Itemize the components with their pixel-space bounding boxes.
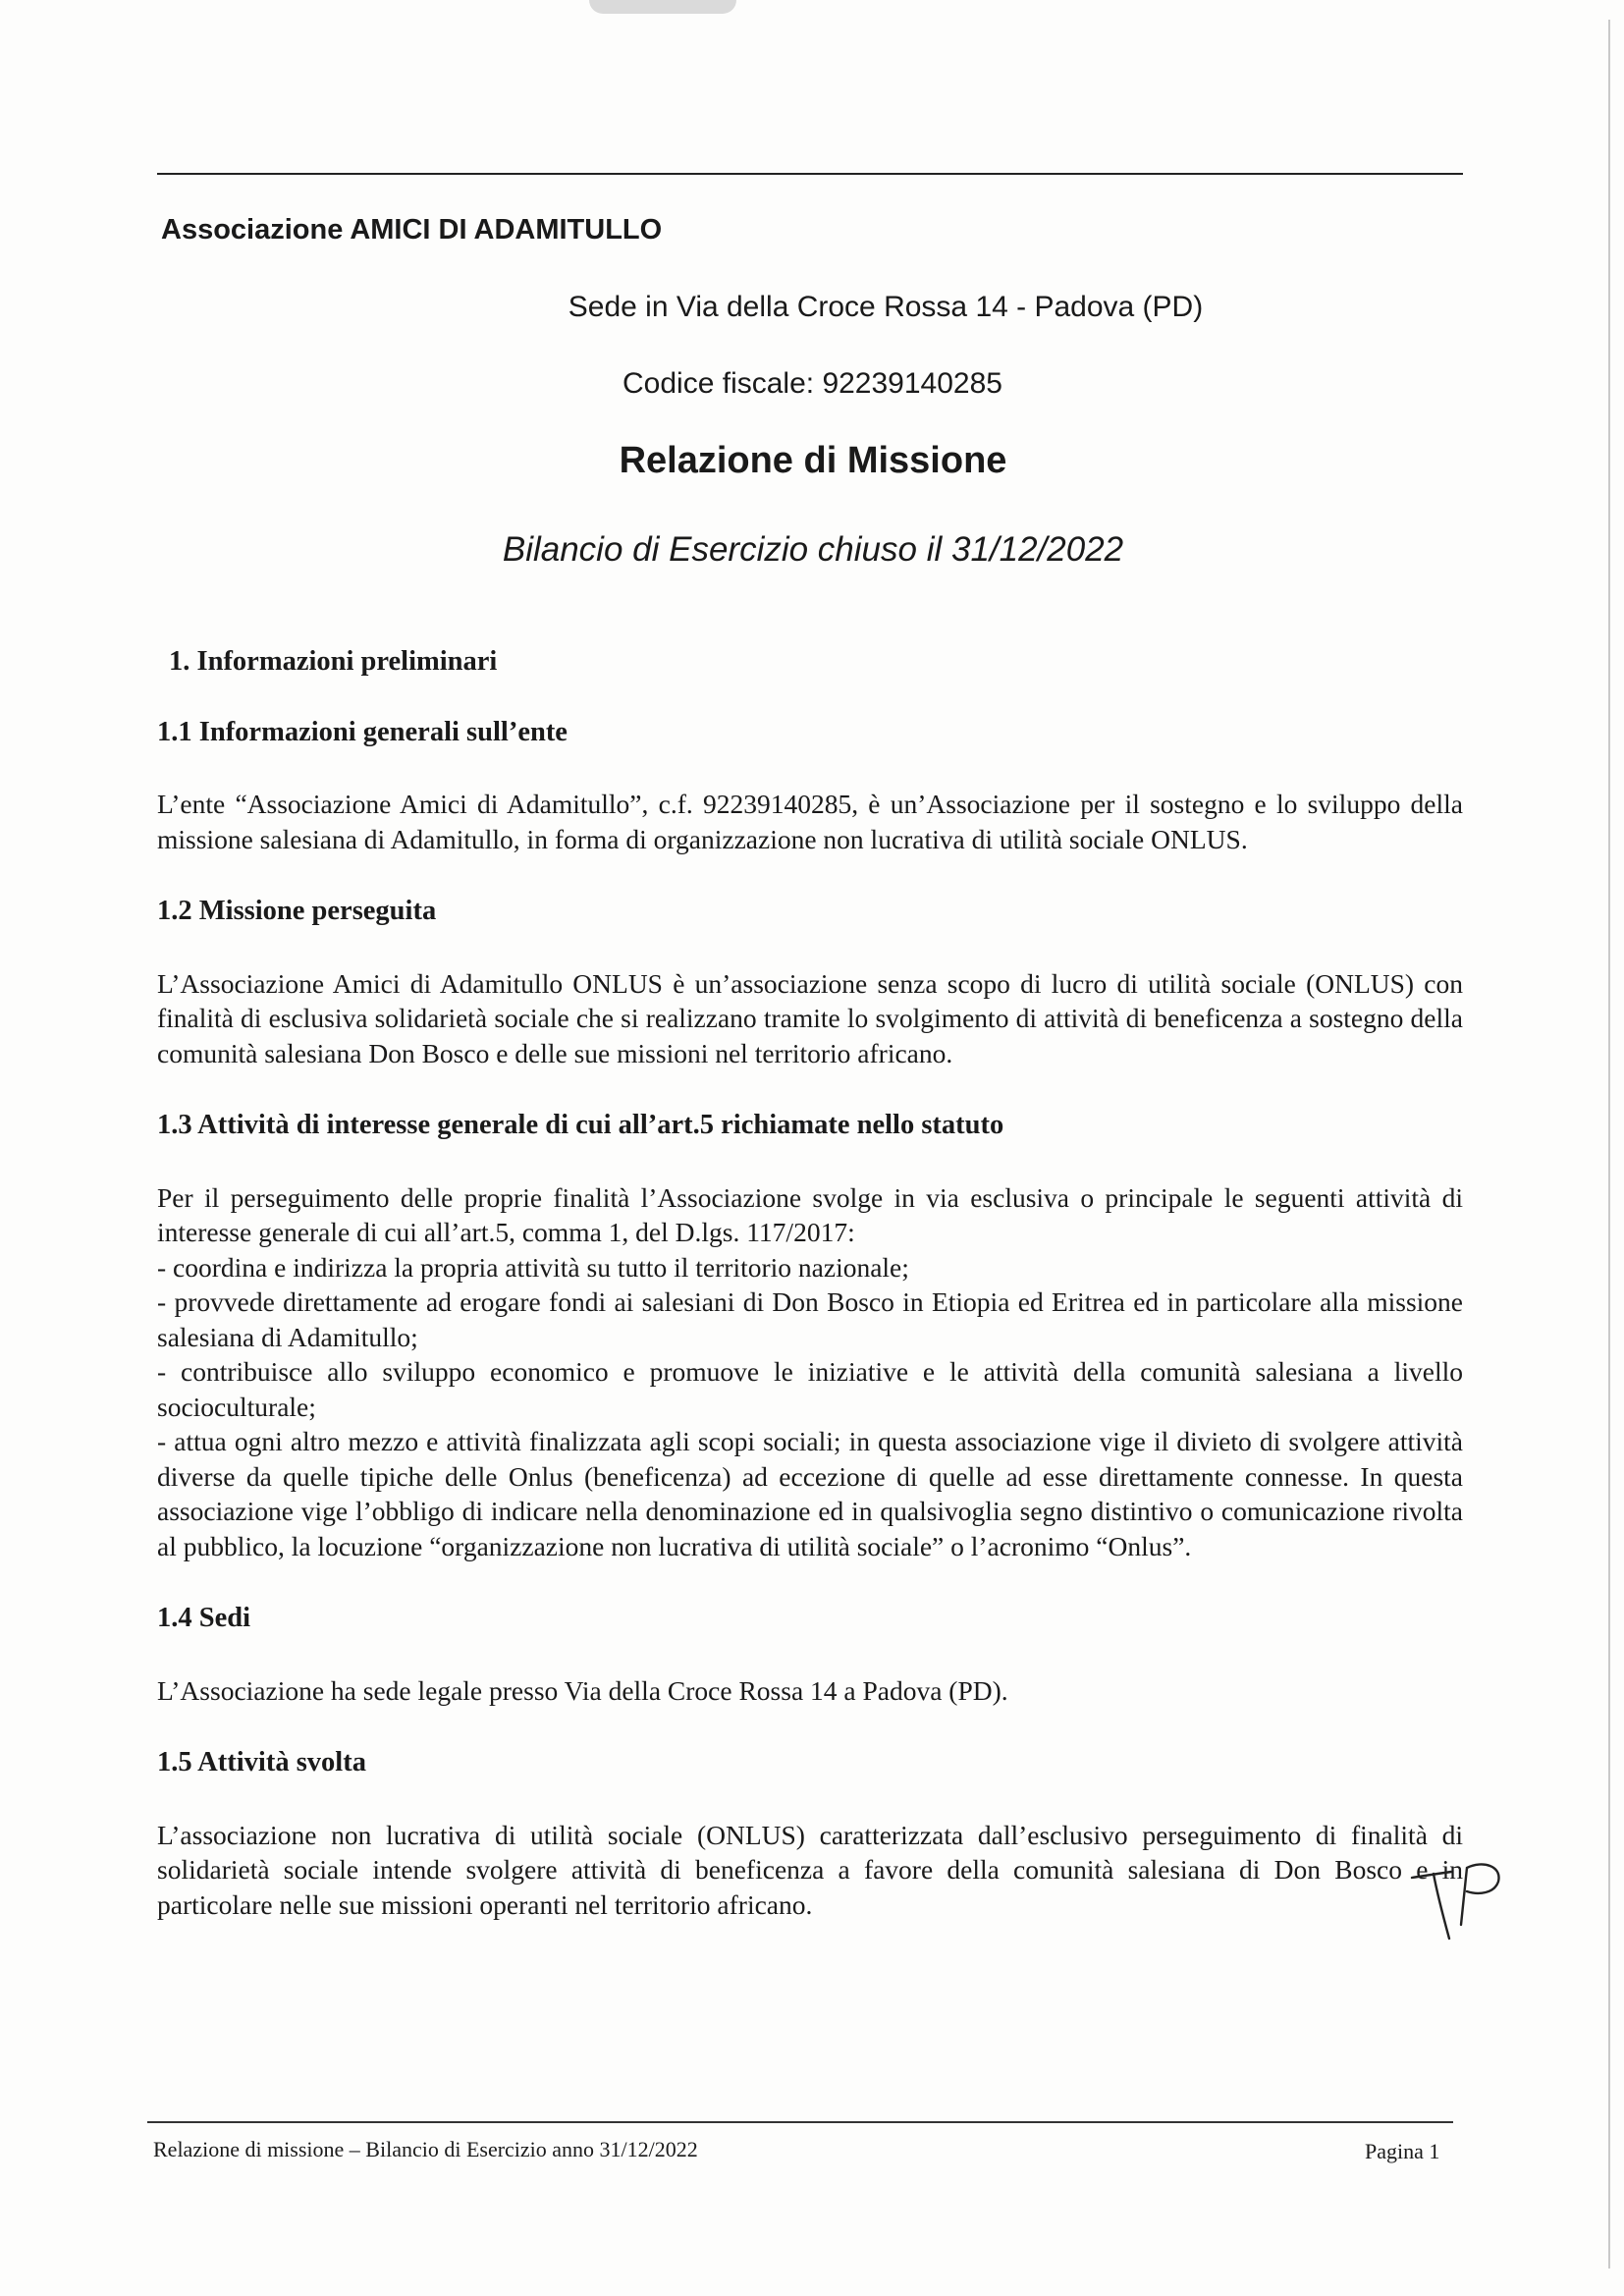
paragraph-1-5: L’associazione non lucrativa di utilità sociale (ONLUS) caratterizzata dall’esclusivo perseguimento di finalità di solidarietà sociale intende svolgere attività di beneficenza a favore della comunità salesiana di Don Bosco e in particolare nelle sue missioni operanti nel territorio africano. [157,1819,1463,1920]
paragraph-1-2: L’Associazione Amici di Adamitullo ONLUS è un’associazione senza scopo di lucro di utilità sociale (ONLUS) con finalità di esclusiva solidarietà sociale che si realizzano tramite lo svolgimento di attività di beneficenza a sostegno della comunità salesiana Don Bosco e delle sue missioni nel territorio africano. [157,967,1463,1068]
fiscal-code-line: Codice fiscale: 92239140285 [623,367,1002,400]
paragraph-1-4: L’Associazione ha sede legale presso Via della Croce Rossa 14 a Padova (PD). [157,1674,1008,1706]
list-item: - coordina e indirizza la propria attività su tutto il territorio nazionale; [157,1251,909,1283]
section-heading-1-2: 1.2 Missione perseguita [157,896,437,926]
list-item: - attua ogni altro mezzo e attività finalizzata agli scopi sociali; in questa associazione vige il divieto di svolgere attività diverse da quelle tipiche delle Onlus (beneficenza) ad eccezione di quelle ad esse direttamente connesse. In questa associazione vige l’obbligo di indicare nella denominazione ed in qualsivoglia segno distintivo o comunicazione rivolta al pubblico, la locuzione “organizzazione non lucrativa di utilità sociale” o l’acronimo “Onlus”. [157,1426,1463,1561]
section-heading-1-3: 1.3 Attività di interesse generale di cui all’art.5 richiamate nello statuto [157,1110,1004,1140]
page-number: Pagina 1 [1365,2139,1440,2163]
document-subtitle: Bilancio di Esercizio chiuso il 31/12/2022 [502,530,1124,569]
list-item: - provvede direttamente ad erogare fondi ai salesiani di Don Bosco in Etiopia ed Eritrea ed in particolare alla missione salesiana di Adamitullo; [157,1286,1463,1352]
footer-rule [147,2121,1453,2123]
paragraph-1-1: L’ente “Associazione Amici di Adamitullo”, c.f. 92239140285, è un’Associazione per il sostegno e lo sviluppo della missione salesiana di Adamitullo, in forma di organizzazione non lucrativa di utilità sociale ONLUS. [157,789,1463,854]
section-heading-1-5: 1.5 Attività svolta [157,1747,366,1777]
activity-intro: Per il perseguimento delle proprie finalità l’Associazione svolge in via esclusiva o principale le seguenti attività di interesse generale di cui all’art.5, comma 1, del D.lgs. 117/2017: [157,1181,1463,1247]
handwritten-initials [1404,1856,1522,1944]
section-heading-1: 1. Informazioni preliminari [169,646,498,677]
header-rule [157,173,1463,175]
section-heading-1-1: 1.1 Informazioni generali sull’ente [157,716,568,747]
scan-edge-line [1608,20,1610,2269]
document-title: Relazione di Missione [619,440,1007,481]
activity-list [157,1180,1463,1564]
scan-artifact [589,0,736,14]
address-line: Sede in Via della Croce Rossa 14 - Padova (PD) [568,291,1204,323]
section-heading-1-4: 1.4 Sedi [157,1603,251,1633]
footer-document-label: Relazione di missione – Bilancio di Esercizio anno 31/12/2022 [153,2137,698,2161]
organization-name: Associazione AMICI DI ADAMITULLO [161,214,663,246]
list-item: - contribuisce allo sviluppo economico e promuove le iniziative e le attività della comunità salesiana a livello socioculturale; [157,1356,1463,1422]
body-content [157,644,1463,1959]
